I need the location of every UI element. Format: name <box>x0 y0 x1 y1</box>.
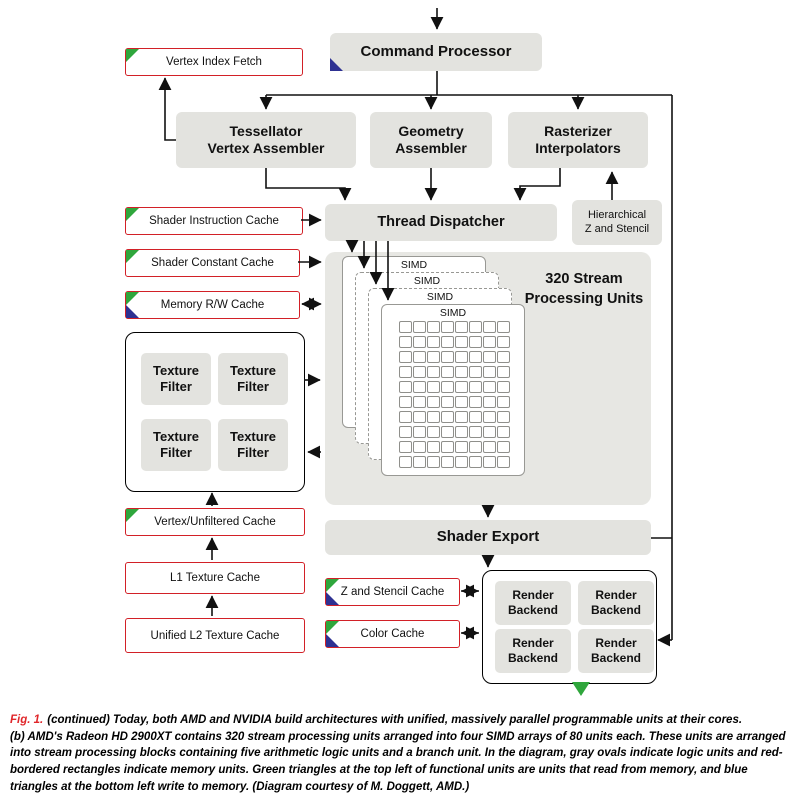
z-stencil-cache-box <box>325 578 460 606</box>
shader-export-box <box>325 520 651 555</box>
texture-filter-box <box>141 419 211 471</box>
texture-filter-label-2: Filter <box>160 379 192 394</box>
read-triangle-icon <box>126 509 139 522</box>
stream-processor <box>399 441 412 453</box>
figure-label: Fig. 1. <box>10 714 44 726</box>
write-triangle-icon <box>330 58 343 71</box>
stream-processor <box>497 366 510 378</box>
render-backend-label-1: Render <box>512 588 554 602</box>
stream-processor <box>427 336 440 348</box>
render-backend-label-1: Render <box>595 636 637 650</box>
stream-processor <box>483 456 496 468</box>
vertex-index-fetch-box <box>125 48 303 76</box>
simd-label: SIMD <box>426 291 454 303</box>
geometry-label-1: Geometry <box>398 122 464 139</box>
render-backend-label-2: Backend <box>590 603 642 617</box>
vertex-unfiltered-cache-label: Vertex/Unfiltered Cache <box>154 516 276 528</box>
hierarchical-z-label-1: Hierarchical <box>587 208 647 221</box>
stream-processor <box>399 381 412 393</box>
stream-processor <box>469 456 482 468</box>
texture-filter-label-2: Filter <box>160 445 192 460</box>
stream-processor <box>469 321 482 333</box>
stream-processor <box>399 411 412 423</box>
stream-processor <box>483 441 496 453</box>
stream-processor <box>469 426 482 438</box>
stream-processor <box>427 426 440 438</box>
l2-texture-cache-label: Unified L2 Texture Cache <box>150 629 280 642</box>
simd-label: SIMD <box>439 307 467 319</box>
l2-texture-cache-box <box>125 618 305 653</box>
texture-filter-label-1: Texture <box>230 428 276 444</box>
stream-processor <box>413 336 426 348</box>
texture-filter-box <box>218 353 288 405</box>
simd-label: SIMD <box>400 259 428 271</box>
stream-processor <box>483 426 496 438</box>
stream-processor <box>441 396 454 408</box>
texture-filter-label-2: Filter <box>237 379 269 394</box>
stream-processor <box>497 336 510 348</box>
write-triangle-icon <box>326 592 339 605</box>
render-backend-label-2: Backend <box>507 651 559 665</box>
stream-processor <box>455 411 468 423</box>
stream-processor <box>427 366 440 378</box>
stream-processor <box>441 366 454 378</box>
caption-text-2: (b) AMD's Radeon HD 2900XT contains 320 stream processing units arranged into four SIMD arrays of 80 units each. These units are arranged into stream processing blocks containing five arithmetic logic units and a branch unit. In the diagram, gray ovals indicate logic units and red-bordered rectangles indicate memory units. Green triangles at the top left of functional units are units that read from memory, and blue triangles at the bottom left write to memory. (Diagram courtesy of M. Doggett, AMD.) <box>10 730 786 793</box>
texture-filter-label-1: Texture <box>230 362 276 378</box>
texture-filter-box <box>218 419 288 471</box>
tessellator-label-2: Vertex Assembler <box>207 140 325 156</box>
simd-array <box>381 304 525 476</box>
stream-processor <box>441 456 454 468</box>
stream-processor <box>399 366 412 378</box>
stream-processor <box>441 411 454 423</box>
texture-filter-label-2: Filter <box>237 445 269 460</box>
stream-processor <box>483 381 496 393</box>
stream-processor <box>455 456 468 468</box>
l1-texture-cache-label: L1 Texture Cache <box>170 572 260 584</box>
command-processor-box <box>330 33 542 71</box>
read-triangle-icon <box>126 250 139 263</box>
stream-processor <box>455 321 468 333</box>
stream-processor <box>427 396 440 408</box>
stream-processor <box>469 396 482 408</box>
stream-processor-grid <box>382 319 524 472</box>
stream-processor <box>497 381 510 393</box>
caption-line-2 <box>10 729 796 796</box>
stream-processor <box>497 456 510 468</box>
read-triangle-icon <box>126 292 139 305</box>
stream-processor <box>469 411 482 423</box>
stream-processor <box>483 336 496 348</box>
stream-processor <box>399 456 412 468</box>
read-triangle-icon <box>326 621 339 634</box>
shader-constant-cache-label: Shader Constant Cache <box>151 257 274 269</box>
stream-processor <box>455 336 468 348</box>
read-triangle-icon <box>126 49 139 62</box>
texture-filter-box <box>141 353 211 405</box>
render-backend-box <box>578 629 654 673</box>
caption-text-1: (continued) Today, both AMD and NVIDIA build architectures with unified, massively parallel programmable units at their cores. <box>47 714 743 726</box>
stream-units-label: 320 Stream Processing Units <box>524 271 644 307</box>
stream-processor <box>413 351 426 363</box>
stream-processor <box>497 351 510 363</box>
stream-processor <box>427 381 440 393</box>
shader-export-label: Shader Export <box>436 528 540 546</box>
stream-processor <box>455 441 468 453</box>
stream-processor <box>455 366 468 378</box>
stream-processor <box>427 321 440 333</box>
read-triangle-icon <box>326 579 339 592</box>
stream-processor <box>497 321 510 333</box>
stream-processor <box>497 441 510 453</box>
l1-texture-cache-box <box>125 562 305 594</box>
render-backend-label-1: Render <box>512 636 554 650</box>
stream-processor <box>413 441 426 453</box>
stream-processor <box>483 396 496 408</box>
stream-processor <box>399 351 412 363</box>
render-backend-label-1: Render <box>595 588 637 602</box>
hierarchical-z-box <box>572 200 662 245</box>
texture-filter-label-1: Texture <box>153 362 199 378</box>
stream-processor <box>427 456 440 468</box>
stream-processor <box>441 441 454 453</box>
thread-dispatcher-label: Thread Dispatcher <box>377 214 505 231</box>
stream-processor <box>413 366 426 378</box>
stream-processor <box>497 411 510 423</box>
stream-processor <box>399 426 412 438</box>
geometry-assembler-box <box>370 112 492 168</box>
stream-processor <box>399 336 412 348</box>
stream-processor <box>413 411 426 423</box>
stream-processor <box>483 321 496 333</box>
render-backend-label-2: Backend <box>590 651 642 665</box>
stream-processor <box>413 381 426 393</box>
render-backend-box <box>495 581 571 625</box>
stream-processor <box>483 411 496 423</box>
stream-processor <box>469 441 482 453</box>
stream-processor <box>483 366 496 378</box>
geometry-label-2: Assembler <box>395 140 467 156</box>
memory-rw-cache-box <box>125 291 300 319</box>
figure-caption <box>10 712 796 795</box>
stream-processor <box>455 381 468 393</box>
render-backend-box <box>578 581 654 625</box>
color-cache-box <box>325 620 460 648</box>
rasterizer-label-2: Interpolators <box>535 140 621 156</box>
stream-processor <box>399 321 412 333</box>
stream-processor <box>441 426 454 438</box>
stream-processor <box>483 351 496 363</box>
tessellator-box <box>176 112 356 168</box>
stream-processor <box>399 396 412 408</box>
read-triangle-icon <box>126 208 139 221</box>
stream-processor <box>497 426 510 438</box>
tessellator-label-1: Tessellator <box>229 122 303 139</box>
stream-processor <box>469 366 482 378</box>
stream-processor <box>413 396 426 408</box>
write-triangle-icon <box>326 634 339 647</box>
simd-label: SIMD <box>413 275 441 287</box>
stream-processor <box>441 381 454 393</box>
shader-instruction-cache-box <box>125 207 303 235</box>
rasterizer-label-1: Rasterizer <box>544 122 612 139</box>
stream-processor <box>427 351 440 363</box>
memory-write-output-icon <box>572 682 590 696</box>
stream-processor <box>469 351 482 363</box>
hierarchical-z-label-2: Z and Stencil <box>584 222 650 235</box>
stream-processor <box>455 396 468 408</box>
stream-processor <box>427 411 440 423</box>
stream-processor <box>455 426 468 438</box>
stream-processor <box>469 336 482 348</box>
z-stencil-cache-label: Z and Stencil Cache <box>340 586 445 598</box>
write-triangle-icon <box>126 305 139 318</box>
stream-processor <box>455 351 468 363</box>
stream-processor <box>441 351 454 363</box>
color-cache-label: Color Cache <box>360 628 425 640</box>
texture-filter-cluster <box>125 332 305 492</box>
thread-dispatcher-box <box>325 204 557 241</box>
texture-filter-label-1: Texture <box>153 428 199 444</box>
render-backend-box <box>495 629 571 673</box>
stream-processor <box>469 381 482 393</box>
stream-processor <box>441 336 454 348</box>
shader-constant-cache-box <box>125 249 300 277</box>
shader-instruction-cache-label: Shader Instruction Cache <box>149 215 279 227</box>
command-processor-label: Command Processor <box>360 42 512 60</box>
stream-processor <box>413 456 426 468</box>
stream-processor <box>497 396 510 408</box>
vertex-index-fetch-label: Vertex Index Fetch <box>166 56 262 68</box>
vertex-unfiltered-cache-box <box>125 508 305 536</box>
render-backend-cluster <box>482 570 657 684</box>
stream-processor <box>413 426 426 438</box>
render-backend-label-2: Backend <box>507 603 559 617</box>
rasterizer-box <box>508 112 648 168</box>
caption-line-1 <box>10 712 796 729</box>
stream-processor <box>441 321 454 333</box>
stream-processor <box>413 321 426 333</box>
stream-processor <box>427 441 440 453</box>
memory-rw-cache-label: Memory R/W Cache <box>160 299 265 311</box>
